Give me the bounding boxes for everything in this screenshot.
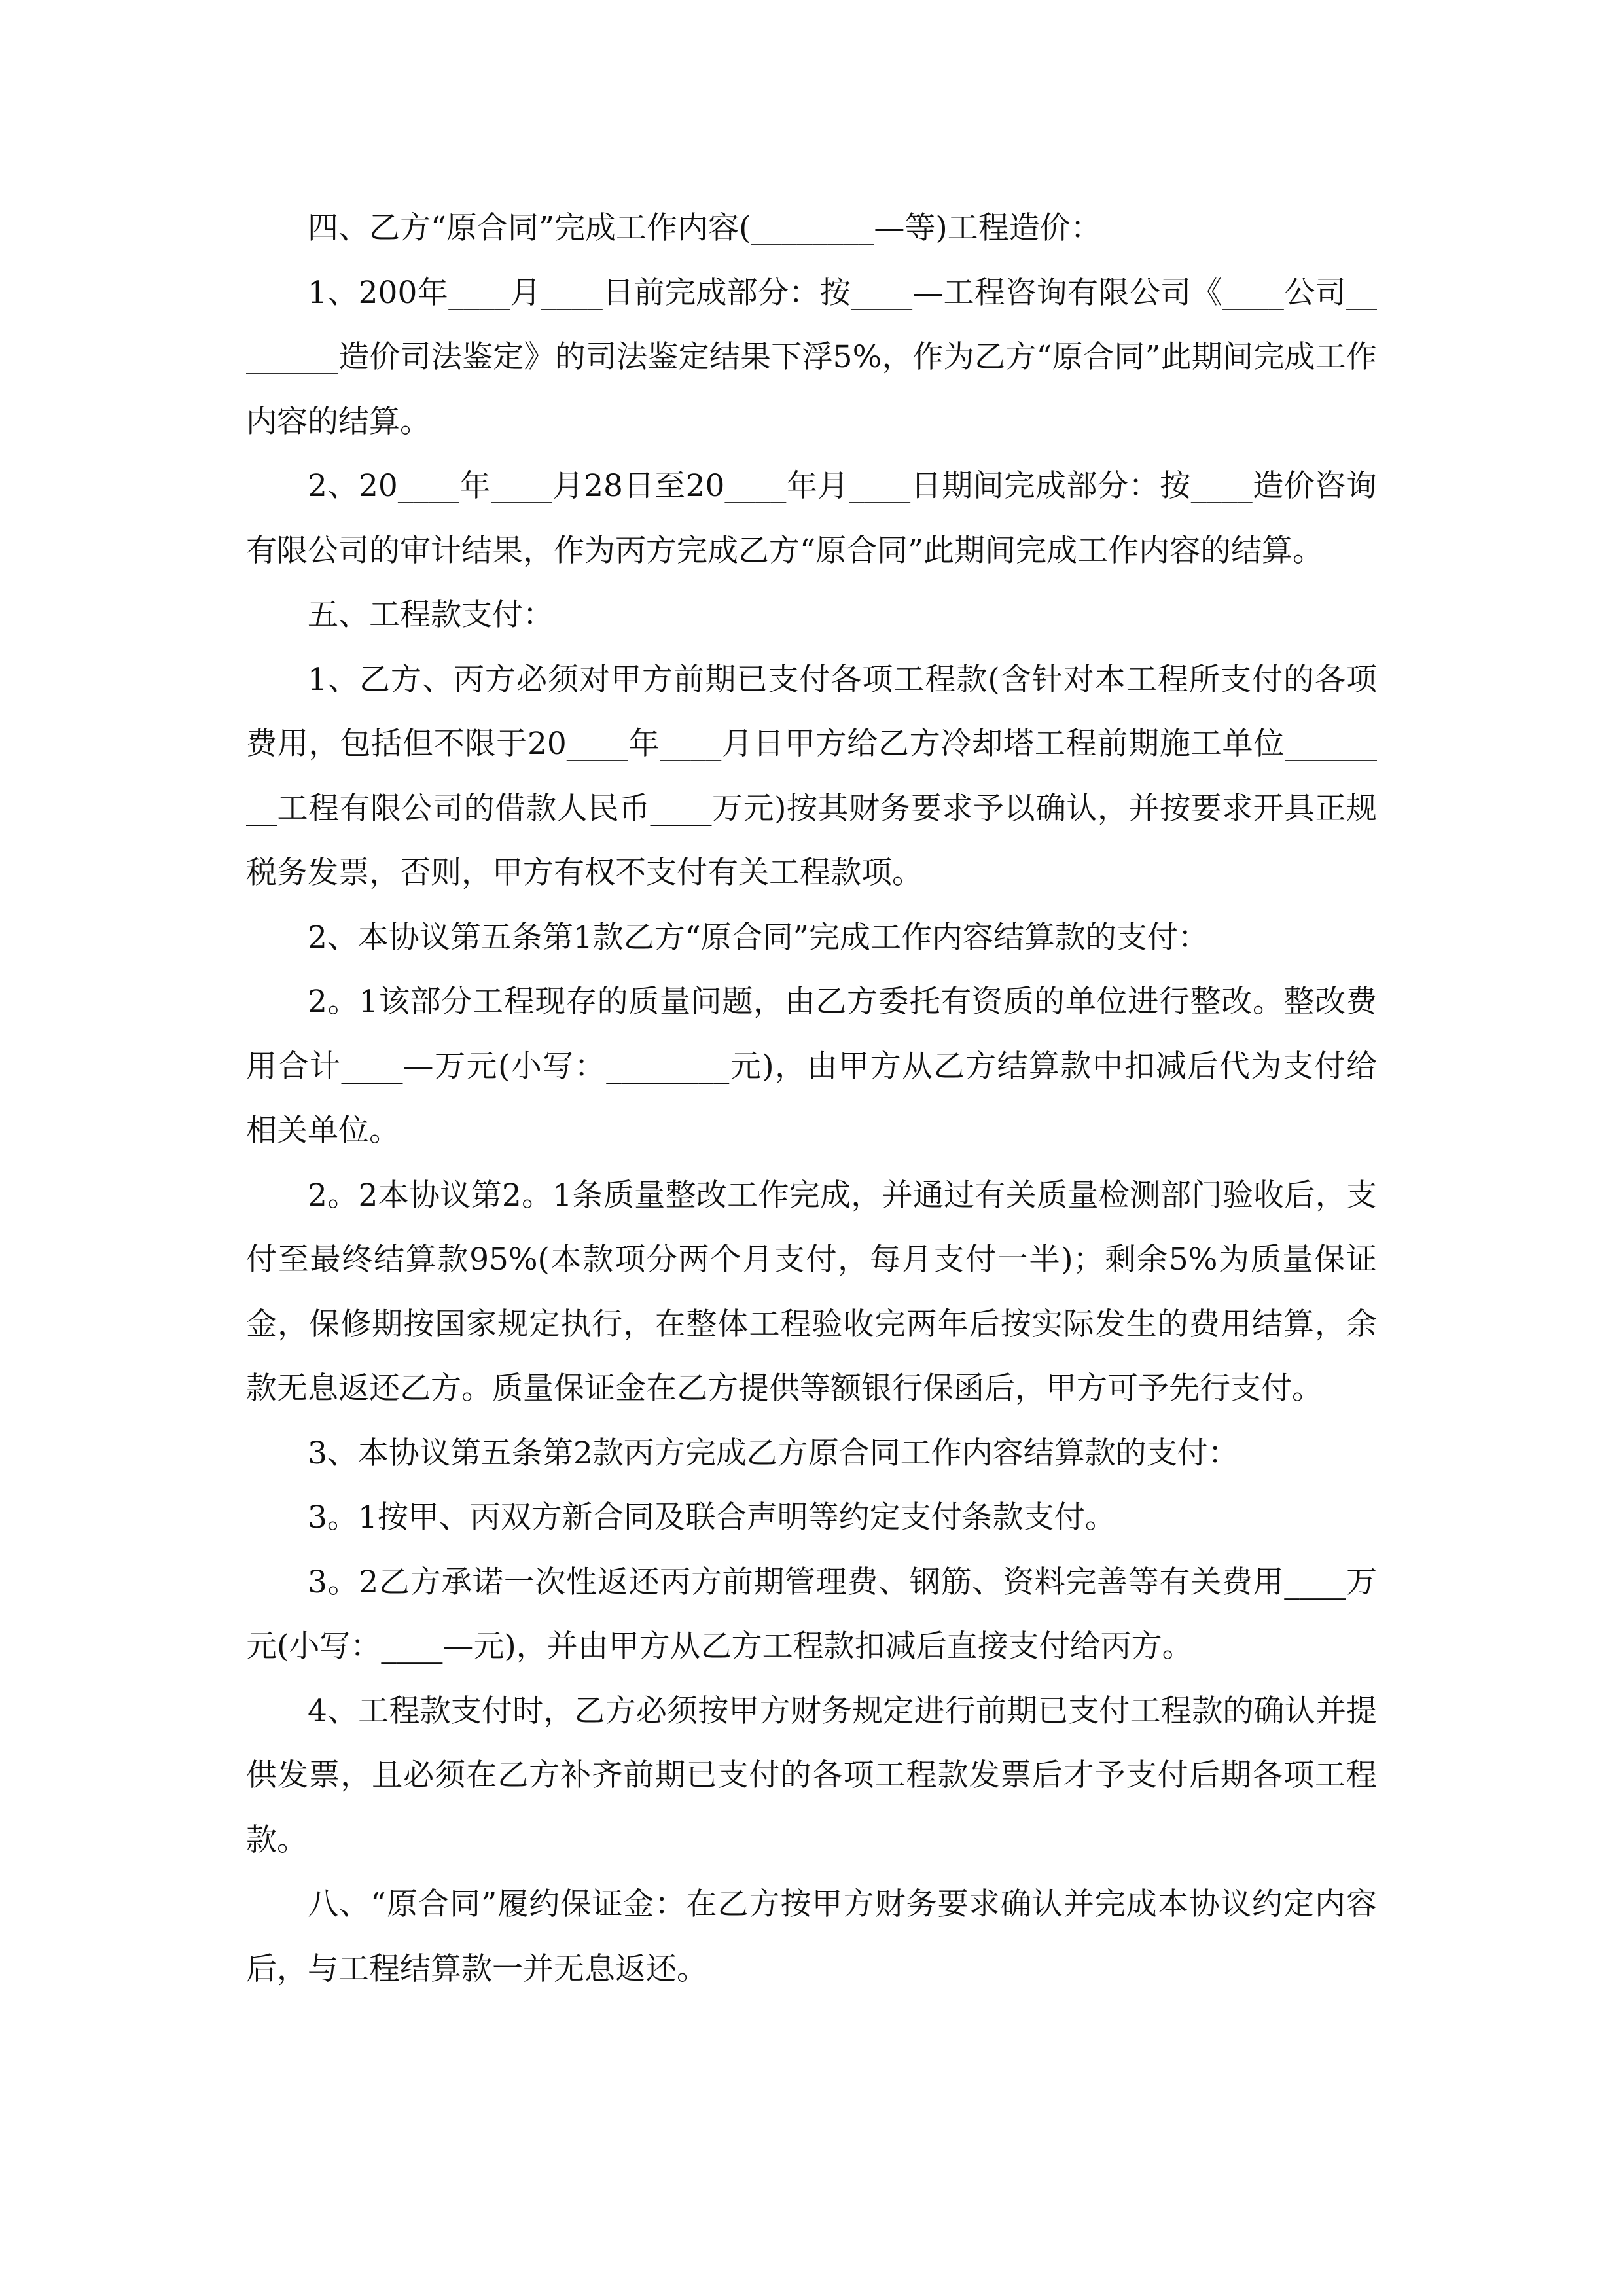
- paragraph-section-four-title: 四、乙方“原合同”完成工作内容(________—等)工程造价：: [308, 210, 1101, 246]
- paragraph-payment-1: 1、乙方、丙方必须对甲方前期已支付各项工程款(含针对本工程所支付的各项费用，包括但不限于20____年____月日甲方给乙方冷却塔工程前期施工单位________工程有限公司的借款人民币____万元)按其财务要求予以确认，并按要求开具正规税务发票，否则，甲方有权不支付有关工程款项。: [246, 661, 1377, 891]
- document-body: [246, 196, 1377, 2001]
- paragraph-payment-3-1: 3。1按甲、丙双方新合同及联合声明等约定支付条款支付。: [308, 1499, 1116, 1535]
- paragraph-item-1: 1、200年____月____日前完成部分：按____—工程咨询有限公司《____公司________造价司法鉴定》的司法鉴定结果下浮5%，作为乙方“原合同”此期间完成工作内容的结算。: [246, 274, 1377, 440]
- paragraph-payment-3: 3、本协议第五条第2款丙方完成乙方原合同工作内容结算款的支付：: [308, 1435, 1239, 1471]
- paragraph-payment-4: 4、工程款支付时，乙方必须按甲方财务规定进行前期已支付工程款的确认并提供发票，且必须在乙方补齐前期已支付的各项工程款发票后才予支付后期各项工程款。: [246, 1693, 1377, 1858]
- paragraph-payment-2: 2、本协议第五条第1款乙方“原合同”完成工作内容结算款的支付：: [308, 919, 1209, 956]
- paragraph-payment-2-2: 2。2本协议第2。1条质量整改工作完成，并通过有关质量检测部门验收后，支付至最终结算款95%(本款项分两个月支付，每月支付一半)；剩余5%为质量保证金，保修期按国家规定执行，在整体工程验收完两年后按实际发生的费用结算，余款无息返还乙方。质量保证金在乙方提供等额银行保函后，甲方可予先行支付。: [246, 1177, 1377, 1407]
- paragraph-payment-2-1: 2。1该部分工程现存的质量问题，由乙方委托有资质的单位进行整改。整改费用合计____—万元(小写：________元)，由甲方从乙方结算款中扣减后代为支付给相关单位。: [246, 984, 1377, 1149]
- paragraph-item-2: 2、20____年____月28日至20____年月____日期间完成部分：按____造价咨询有限公司的审计结果，作为丙方完成乙方“原合同”此期间完成工作内容的结算。: [246, 468, 1377, 569]
- paragraph-section-five-title: 五、工程款支付：: [308, 597, 554, 633]
- paragraph-section-eight: 八、“原合同”履约保证金：在乙方按甲方财务要求确认并完成本协议约定内容后，与工程结算款一并无息返还。: [246, 1886, 1377, 1987]
- paragraph-payment-3-2: 3。2乙方承诺一次性返还丙方前期管理费、钢筋、资料完善等有关费用____万元(小写：____—元)，并由甲方从乙方工程款扣减后直接支付给丙方。: [246, 1564, 1377, 1664]
